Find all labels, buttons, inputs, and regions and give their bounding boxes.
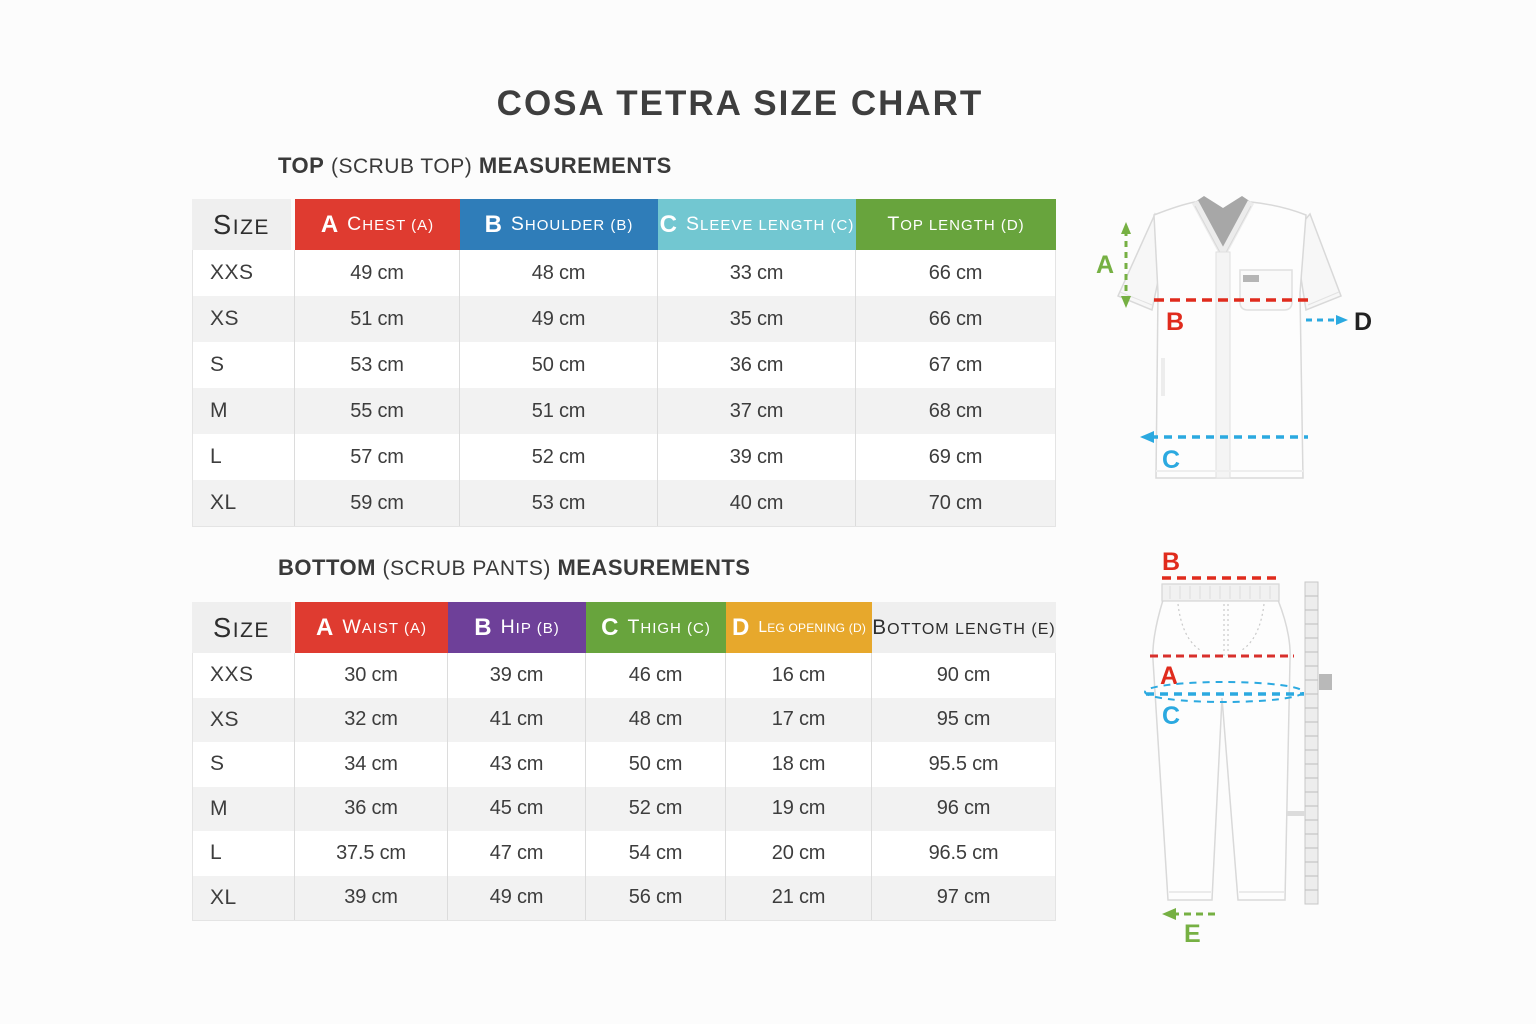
value-cell: 46 cm (585, 653, 725, 698)
value-cell: 47 cm (447, 831, 585, 876)
header-label: SIZE (213, 208, 270, 240)
heading-word: BOTTOM (278, 555, 376, 580)
value-cell: 50 cm (459, 342, 657, 388)
shoulder-column-header (460, 199, 658, 250)
table-row (193, 787, 1055, 832)
size-cell: XXS (210, 663, 254, 687)
bottom-length-column-header (872, 602, 1056, 653)
chest-column-header (295, 199, 460, 250)
value-cell: 52 cm (585, 787, 725, 832)
value-cell: 36 cm (657, 342, 855, 388)
value-cell: 45 cm (447, 787, 585, 832)
value-cell: 56 cm (585, 876, 725, 921)
header-label: HIP (B) (500, 616, 560, 638)
value-cell: 50 cm (585, 742, 725, 787)
header-label: SLEEVE LENGTH (C) (685, 213, 855, 235)
table-row (193, 698, 1055, 743)
scrub-top-chest-pocket (1240, 270, 1292, 310)
thigh-column-header (586, 602, 726, 653)
value-cell: 19 cm (725, 787, 871, 832)
label-e: E (1184, 920, 1201, 948)
size-cell: XL (210, 885, 237, 909)
value-cell: 20 cm (725, 831, 871, 876)
scrub-top-diagram (1092, 188, 1378, 493)
value-cell: 68 cm (855, 388, 1055, 434)
table-row (193, 876, 1055, 921)
value-cell: 67 cm (855, 342, 1055, 388)
bottom-section-heading (278, 555, 750, 581)
value-cell: 97 cm (871, 876, 1055, 921)
scrub-top-side-slit (1161, 358, 1165, 396)
value-cell: 49 cm (294, 250, 459, 296)
value-cell: 37.5 cm (294, 831, 447, 876)
header-label: WAIST (A) (342, 616, 427, 638)
label-c: C (1162, 446, 1181, 474)
value-cell: 30 cm (294, 653, 447, 698)
table-row (193, 434, 1055, 480)
table-row (193, 653, 1055, 698)
table-row (193, 388, 1055, 434)
value-cell: 55 cm (294, 388, 459, 434)
size-cell: M (210, 399, 228, 422)
header-letter: D (731, 613, 750, 641)
value-cell: 39 cm (657, 434, 855, 480)
value-cell: 51 cm (459, 388, 657, 434)
page-title: COSA TETRA SIZE CHART (496, 84, 984, 123)
value-cell: 49 cm (447, 876, 585, 921)
hip-column-header (448, 602, 586, 653)
value-cell: 52 cm (459, 434, 657, 480)
top-measurements-table (192, 199, 1056, 527)
size-column-header (192, 602, 291, 653)
table-body (192, 653, 1056, 921)
label-a: A (1096, 251, 1115, 279)
size-cell: S (210, 752, 225, 776)
table-row (193, 480, 1055, 526)
header-label: SIZE (213, 611, 270, 643)
label-c: C (1162, 702, 1181, 730)
header-letter: B (484, 210, 502, 238)
value-cell: 48 cm (585, 698, 725, 743)
value-cell: 33 cm (657, 250, 855, 296)
top-section-heading (278, 153, 672, 179)
heading-word: MEASUREMENTS (478, 153, 672, 178)
value-cell: 39 cm (294, 876, 447, 921)
pants-waistband (1162, 584, 1279, 601)
top-length-column-header (856, 199, 1056, 250)
value-cell: 57 cm (294, 434, 459, 480)
value-cell: 32 cm (294, 698, 447, 743)
table-header-row (192, 199, 1056, 250)
value-cell: 53 cm (459, 480, 657, 526)
value-cell: 54 cm (585, 831, 725, 876)
value-cell: 35 cm (657, 296, 855, 342)
table-row (193, 742, 1055, 787)
size-cell: M (210, 796, 228, 820)
scrub-top-placket (1216, 252, 1230, 478)
header-letter: C (601, 613, 619, 641)
value-cell: 66 cm (855, 250, 1055, 296)
value-cell: 40 cm (657, 480, 855, 526)
value-cell: 16 cm (725, 653, 871, 698)
measure-arrow-e (1162, 908, 1218, 920)
value-cell: 34 cm (294, 742, 447, 787)
value-cell: 36 cm (294, 787, 447, 832)
value-cell: 70 cm (855, 480, 1055, 526)
waist-column-header (295, 602, 448, 653)
header-letter: C (659, 210, 677, 238)
header-letter: B (474, 613, 492, 641)
size-cell: S (210, 353, 225, 376)
table-row (193, 831, 1055, 876)
table-row (193, 296, 1055, 342)
value-cell: 17 cm (725, 698, 871, 743)
value-cell: 90 cm (871, 653, 1055, 698)
sleeve-length-column-header (658, 199, 856, 250)
size-cell: L (210, 841, 223, 865)
value-cell: 43 cm (447, 742, 585, 787)
label-d: D (1354, 308, 1373, 336)
header-label: BOTTOM LENGTH (E) (872, 615, 1056, 639)
table-header-row (192, 602, 1056, 653)
header-letter: A (320, 210, 339, 238)
value-cell: 69 cm (855, 434, 1055, 480)
size-cell: XXS (210, 261, 254, 284)
size-column-header (192, 199, 291, 250)
value-cell: 51 cm (294, 296, 459, 342)
header-label: LEG OPENING (D) (758, 618, 867, 636)
measure-arrow-d (1306, 315, 1348, 325)
table-row (193, 250, 1055, 296)
value-cell: 41 cm (447, 698, 585, 743)
measuring-tape (1287, 582, 1332, 904)
table-row (193, 342, 1055, 388)
heading-word: (SCRUB PANTS) (382, 557, 551, 580)
pants-body (1153, 600, 1290, 900)
size-cell: L (210, 445, 223, 468)
heading-word: (SCRUB TOP) (330, 155, 473, 178)
value-cell: 21 cm (725, 876, 871, 921)
header-label: TOP LENGTH (D) (887, 213, 1025, 235)
header-letter: A (316, 613, 334, 641)
size-cell: XL (210, 491, 237, 514)
value-cell: 96 cm (871, 787, 1055, 832)
size-cell: XS (210, 707, 240, 731)
value-cell: 59 cm (294, 480, 459, 526)
header-label: SHOULDER (B) (510, 213, 634, 235)
header-label: CHEST (A) (347, 213, 435, 235)
value-cell: 95.5 cm (871, 742, 1055, 787)
value-cell: 95 cm (871, 698, 1055, 743)
value-cell: 18 cm (725, 742, 871, 787)
header-label: THIGH (C) (627, 616, 711, 638)
value-cell: 48 cm (459, 250, 657, 296)
label-b: B (1162, 548, 1181, 576)
value-cell: 39 cm (447, 653, 585, 698)
table-body (192, 250, 1056, 527)
value-cell: 37 cm (657, 388, 855, 434)
heading-word: TOP (278, 153, 325, 178)
value-cell: 96.5 cm (871, 831, 1055, 876)
size-cell: XS (210, 307, 240, 330)
value-cell: 49 cm (459, 296, 657, 342)
heading-word: MEASUREMENTS (557, 555, 751, 580)
label-b: B (1166, 308, 1185, 336)
label-a: A (1160, 662, 1179, 690)
value-cell: 66 cm (855, 296, 1055, 342)
value-cell: 53 cm (294, 342, 459, 388)
pocket-label (1243, 275, 1259, 282)
leg-opening-column-header (726, 602, 872, 653)
bottom-measurements-table (192, 602, 1056, 921)
scrub-pants-diagram (1138, 548, 1348, 948)
